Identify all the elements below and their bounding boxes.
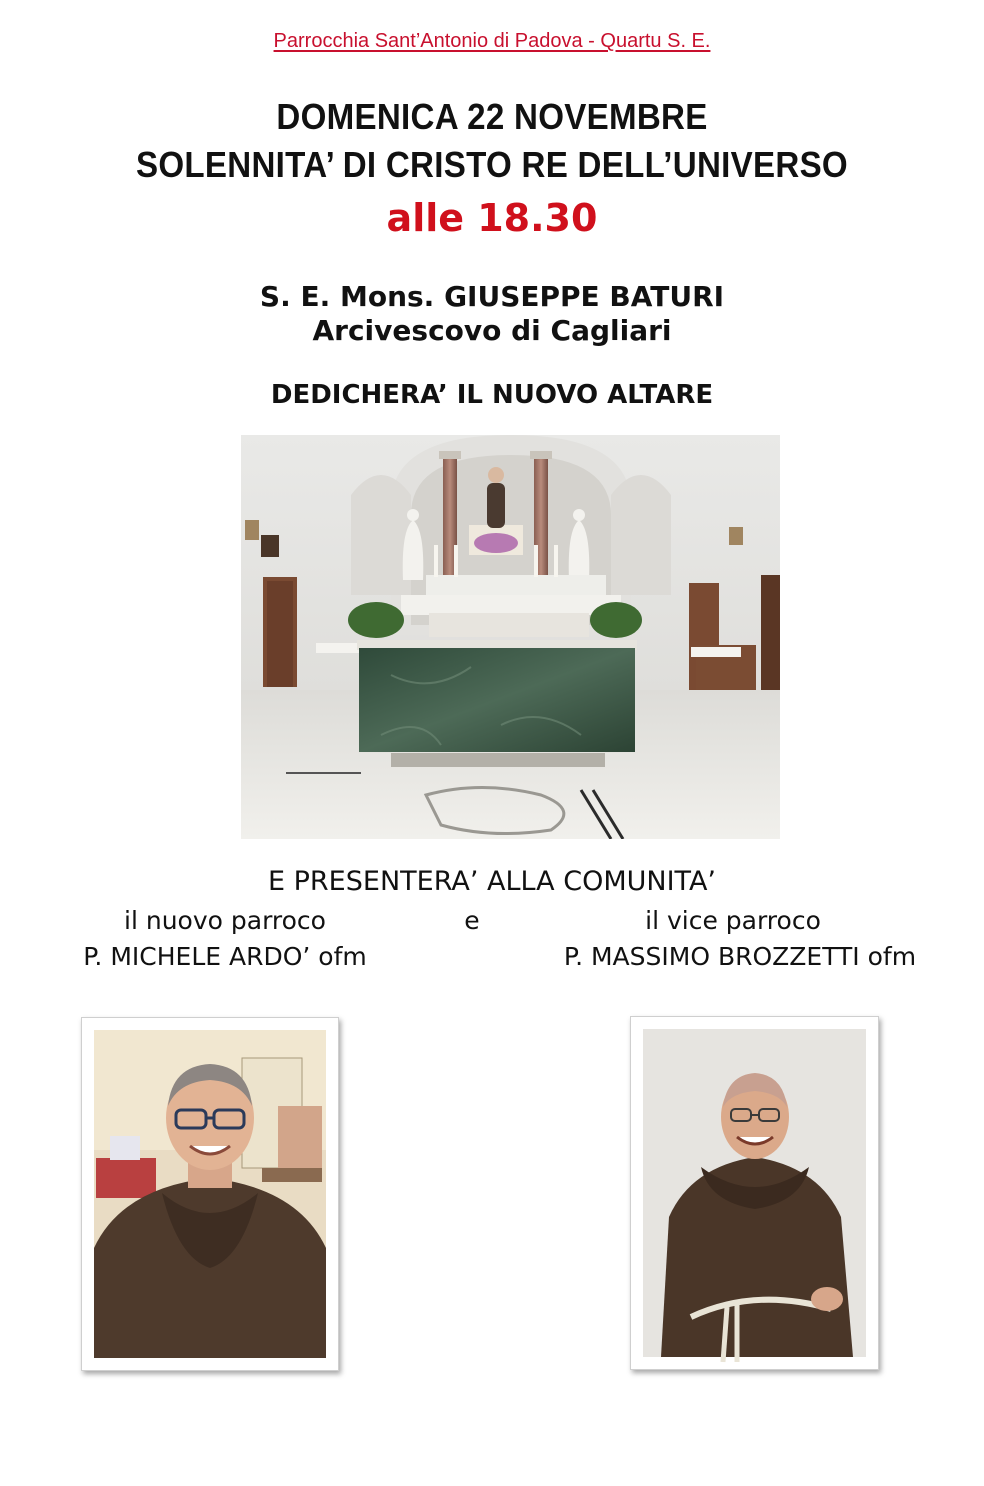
vice-parish-priest-name: P. MASSIMO BROZZETTI ofm (563, 942, 917, 971)
parish-name: Parrocchia Sant’Antonio di Padova - Quartu S. E. (273, 30, 711, 52)
parish-priest-photo (81, 1017, 339, 1371)
event-time: alle 18.30 (386, 196, 598, 240)
presentation-heading: E PRESENTERA’ ALLA COMUNITA’ (268, 866, 716, 897)
parish-priest-role: il nuovo parroco (124, 906, 326, 935)
parish-priest-name: P. MICHELE ARDO’ ofm (83, 942, 367, 971)
altar-photo (241, 435, 780, 839)
vice-parish-priest-role: il vice parroco (645, 906, 821, 935)
event-feast: SOLENNITA’ DI CRISTO RE DELL’UNIVERSO (136, 144, 848, 185)
vice-parish-priest-photo (630, 1016, 879, 1370)
dedication-text: DEDICHERA’ IL NUOVO ALTARE (270, 380, 714, 410)
celebrant-role: Arcivescovo di Cagliari (312, 314, 672, 347)
conjunction-text: e (464, 906, 480, 935)
event-date: DOMENICA 22 NOVEMBRE (276, 96, 708, 137)
celebrant-name: S. E. Mons. GIUSEPPE BATURI (259, 280, 725, 313)
